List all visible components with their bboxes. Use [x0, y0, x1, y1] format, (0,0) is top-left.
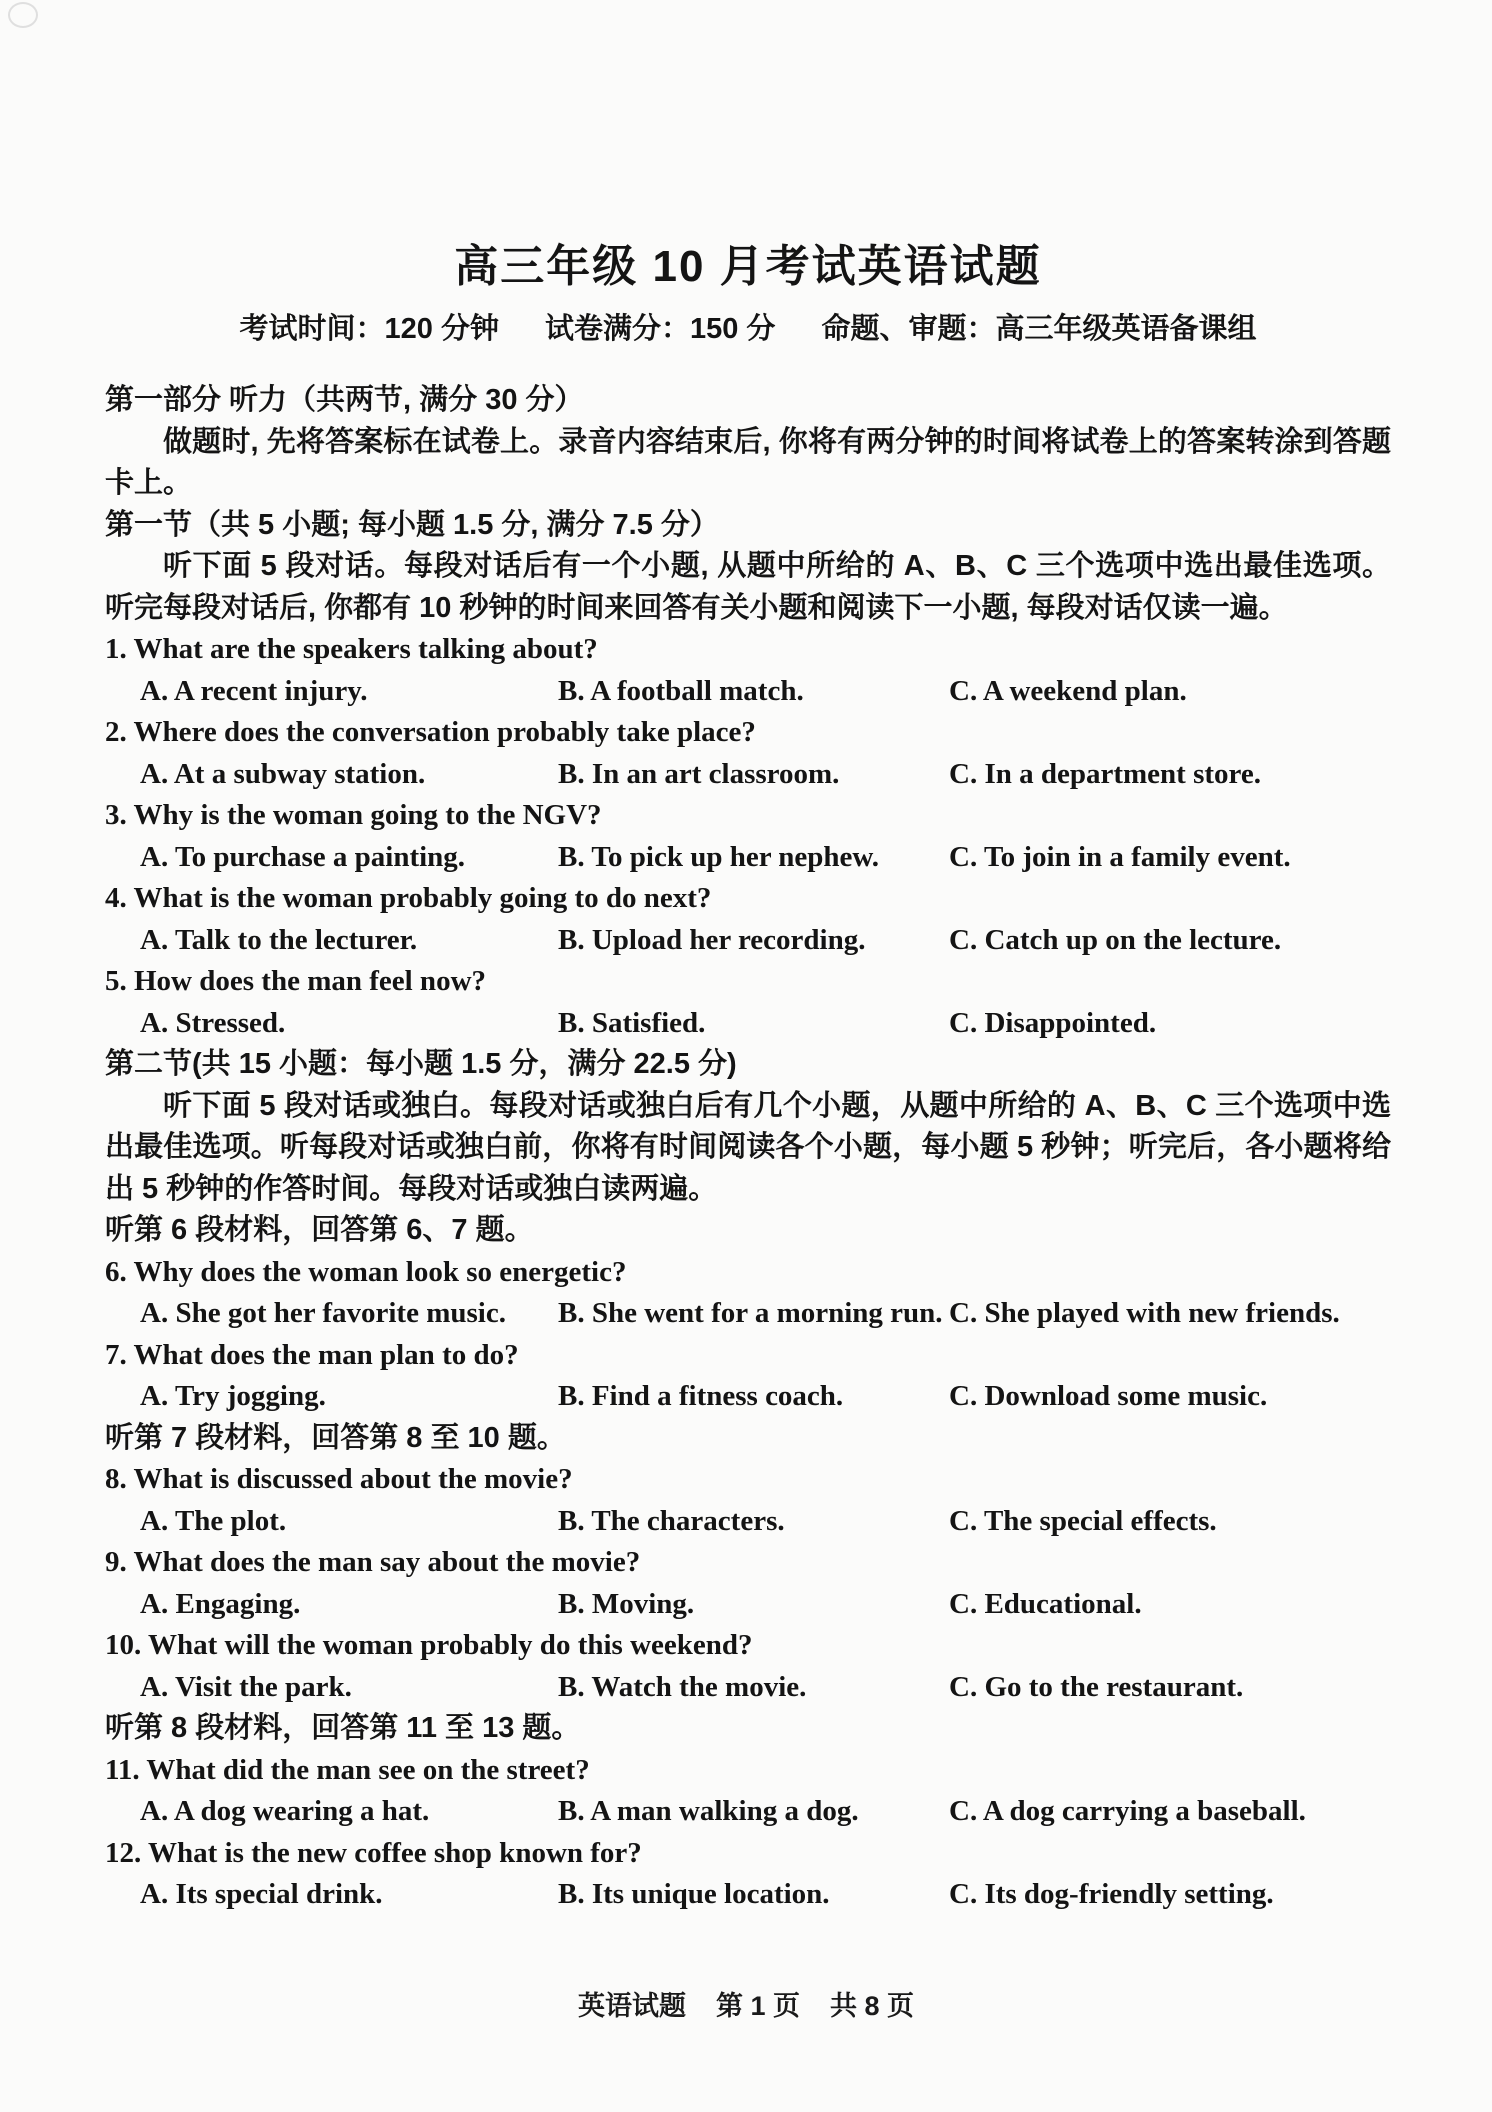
question-options: [105, 1791, 1391, 1833]
option-b: B. A football match.: [558, 674, 804, 707]
question-options: [105, 1293, 1391, 1335]
option-a: A. Stressed.: [140, 1006, 286, 1039]
question-options: [105, 1874, 1391, 1916]
question-1: [105, 629, 1391, 712]
question-5: [105, 961, 1391, 1044]
section2-intro: 听下面 5 段对话或独白。每段对话或独白后有几个小题，从题中所给的 A、B、C 三个选项中选出最佳选项。听每段对话或独白前，你将有时间阅读各个小题，每小题 5 秒钟；听完后，各小题将给出 5 秒钟的作答时间。每段对话或独白读两遍。: [105, 1089, 1391, 1205]
footer-doc-name: 英语试题: [577, 1991, 686, 2021]
option-c: C. Educational.: [949, 1587, 1142, 1620]
page-footer: [0, 1984, 1492, 2023]
part1-intro: 做题时, 先将答案标在试卷上。录音内容结束后, 你将有两分钟的时间将试卷上的答案转涂到答题卡上。: [105, 425, 1391, 499]
question-9: [105, 1542, 1391, 1625]
question-text: 7. What does the man plan to do?: [105, 1338, 519, 1371]
section1-heading: 第一节（共 5 小题; 每小题 1.5 分, 满分 7.5 分）: [105, 508, 719, 541]
material-note-7: 听第 7 段材料，回答第 8 至 10 题。: [105, 1421, 566, 1454]
question-text: 2. Where does the conversation probably take place?: [105, 716, 756, 748]
question-options: [105, 1501, 1391, 1543]
question-7: [105, 1335, 1391, 1418]
question-options: [105, 920, 1391, 962]
option-a: A. A recent injury.: [140, 674, 368, 707]
option-c: C. She played with new friends.: [949, 1297, 1340, 1329]
option-a: A. Engaging.: [140, 1587, 301, 1620]
option-b: B. Find a fitness coach.: [558, 1380, 844, 1412]
option-a: A. Its special drink.: [140, 1878, 383, 1910]
question-text: 6. Why does the woman look so energetic?: [105, 1255, 627, 1288]
option-b: B. In an art classroom.: [558, 757, 840, 790]
exam-makers: 命题、审题：高三年级英语备课组: [821, 313, 1257, 345]
page-title: 高三年级 10 月考试英语试题: [454, 242, 1042, 291]
material-note-8: 听第 8 段材料，回答第 11 至 13 题。: [105, 1712, 581, 1744]
option-b: B. Its unique location.: [558, 1878, 830, 1910]
question-2: [105, 712, 1391, 795]
question-options: [105, 754, 1391, 796]
option-a: A. She got her favorite music.: [140, 1297, 506, 1329]
question-text: 3. Why is the woman going to the NGV?: [105, 799, 602, 831]
footer-page-total: 共 8 页: [830, 1991, 915, 2021]
scan-artifact: [8, 2, 38, 28]
question-text: 1. What are the speakers talking about?: [105, 633, 598, 665]
question-text: 11. What did the man see on the street?: [105, 1753, 590, 1786]
option-a: A. Visit the park.: [140, 1670, 352, 1703]
option-c: C. Download some music.: [949, 1380, 1268, 1412]
question-text: 12. What is the new coffee shop known for?: [105, 1836, 642, 1869]
question-8: [105, 1459, 1391, 1542]
option-a: A. Try jogging.: [140, 1380, 326, 1412]
question-6: [105, 1252, 1391, 1335]
option-c: C. A dog carrying a baseball.: [949, 1795, 1306, 1827]
option-b: B. A man walking a dog.: [558, 1795, 859, 1827]
option-c: C. Disappointed.: [949, 1006, 1157, 1039]
option-b: B. Moving.: [558, 1587, 695, 1620]
question-11: [105, 1750, 1391, 1833]
option-c: C. A weekend plan.: [949, 674, 1187, 707]
option-c: C. The special effects.: [949, 1504, 1217, 1537]
question-text: 9. What does the man say about the movie?: [105, 1546, 641, 1578]
option-a: A. The plot.: [140, 1504, 287, 1537]
question-options: [105, 837, 1391, 879]
exam-total-score: 试卷满分：150 分: [544, 313, 776, 345]
option-c: C. Go to the restaurant.: [949, 1670, 1244, 1703]
option-a: A. To purchase a painting.: [140, 840, 466, 873]
option-c: C. Its dog-friendly setting.: [949, 1878, 1274, 1910]
question-12: [105, 1833, 1391, 1916]
option-b: B. To pick up her nephew.: [558, 840, 880, 873]
question-text: 4. What is the woman probably going to do next?: [105, 882, 712, 914]
footer-page-number: 第 1 页: [715, 1991, 800, 2021]
section2-heading: 第二节(共 15 小题：每小题 1.5 分，满分 22.5 分): [105, 1048, 737, 1080]
page-content: [105, 0, 1391, 1916]
option-b: B. Satisfied.: [558, 1006, 706, 1039]
option-a: A. A dog wearing a hat.: [140, 1795, 430, 1827]
option-b: B. Upload her recording.: [558, 923, 866, 956]
option-b: B. Watch the movie.: [558, 1670, 807, 1703]
option-c: C. Catch up on the lecture.: [949, 923, 1282, 956]
option-b: B. The characters.: [558, 1504, 785, 1537]
option-c: C. To join in a family event.: [949, 840, 1291, 873]
question-4: [105, 878, 1391, 961]
option-b: B. She went for a morning run.: [558, 1297, 943, 1329]
option-a: A. At a subway station.: [140, 757, 426, 790]
question-options: [105, 1003, 1391, 1045]
option-a: A. Talk to the lecturer.: [140, 923, 418, 956]
section1-intro: 听下面 5 段对话。每段对话后有一个小题, 从题中所给的 A、B、C 三个选项中选出最佳选项。听完每段对话后, 你都有 10 秒钟的时间来回答有关小题和阅读下一小题, 每段对话仅读一遍。: [105, 550, 1391, 624]
question-text: 10. What will the woman probably do this weekend?: [105, 1629, 753, 1661]
option-c: C. In a department store.: [949, 757, 1262, 790]
exam-meta-line: [105, 310, 1391, 348]
exam-time: 考试时间：120 分钟: [239, 313, 499, 345]
question-options: [105, 671, 1391, 713]
question-text: 5. How does the man feel now?: [105, 965, 487, 997]
question-options: [105, 1376, 1391, 1418]
part1-heading: 第一部分 听力（共两节, 满分 30 分）: [105, 384, 584, 416]
material-note-6: 听第 6 段材料，回答第 6、7 题。: [105, 1214, 534, 1246]
question-options: [105, 1584, 1391, 1626]
exam-body: [105, 380, 1391, 1916]
question-3: [105, 795, 1391, 878]
question-text: 8. What is discussed about the movie?: [105, 1463, 573, 1495]
question-options: [105, 1667, 1391, 1709]
question-10: [105, 1625, 1391, 1708]
